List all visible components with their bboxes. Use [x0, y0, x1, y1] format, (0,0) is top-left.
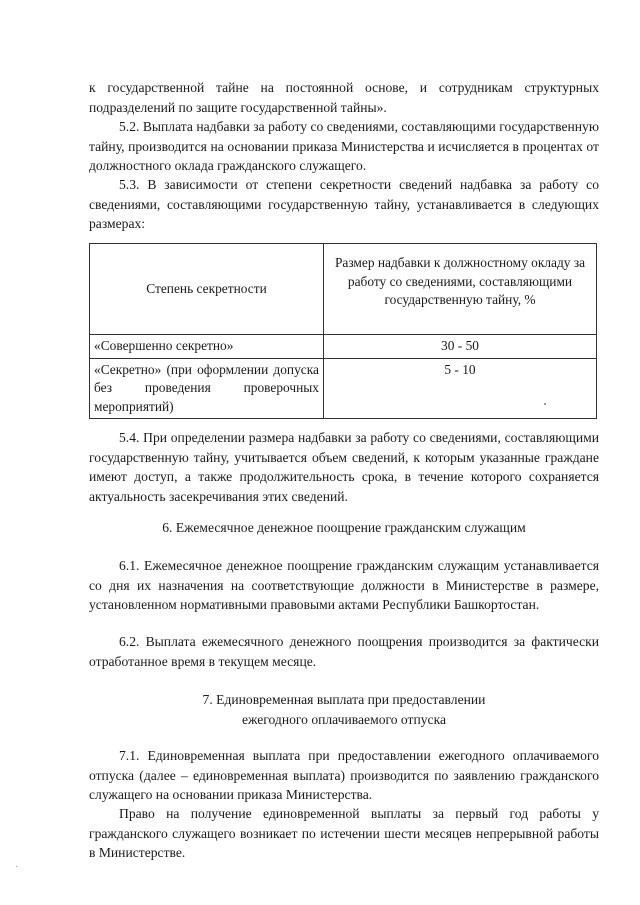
table-header-row [90, 244, 597, 335]
paragraph-5-4: 5.4. При определении размера надбавки за работу со сведениями, составляющими государственную тайну, учитывается объем сведений, к которым указанные граждане имеют доступ, а также продолжительность срока, в течение которого сохраняется актуальность засекречивания этих сведений. [89, 430, 599, 504]
paragraph-7-right: Право на получение единовременной выплаты за первый год работы у гражданского служащего возникает по истечении шести месяцев непрерывной работы в Министерстве. [89, 806, 599, 860]
table-cell-size: 30 - 50 [324, 335, 597, 359]
table-cell-level: «Секретно» (при оформлении допуска без проведения проверочных мероприятий) [90, 358, 324, 419]
paragraph-5-2: 5.2. Выплата надбавки за работу со сведениями, составляющими государственную тайну, производится на основании приказа Министерства и исчисляется в процентах от должностного оклада гражданского служащего. [89, 119, 599, 173]
scan-speck [544, 403, 546, 405]
paragraph-continuation: к государственной тайне на постоянной основе, и сотрудникам структурных подразделений по защите государственной тайны». [89, 80, 599, 115]
table-header-bonus-size: Размер надбавки к должностному окладу за работу со сведениями, составляющими государственную тайну, % [324, 244, 597, 335]
scan-speck [16, 866, 17, 867]
table-row [90, 358, 597, 419]
table-row [90, 335, 597, 359]
table-header-secrecy-level: Степень секретности [90, 244, 324, 335]
table-cell-size: 5 - 10 [324, 358, 597, 419]
secrecy-table [89, 243, 597, 419]
paragraph-7-1: 7.1. Единовременная выплата при предоставлении ежегодного оплачиваемого отпуска (далее – единовременная выплата) производится по заявлению гражданского служащего на основании приказа Министерства. [89, 748, 599, 802]
section-7-heading-line2: ежегодного оплачиваемого отпуска [241, 712, 447, 727]
paragraph-6-2: 6.2. Выплата ежемесячного денежного поощрения производится за фактически отработанное время в текущем месяце. [89, 634, 599, 669]
paragraph-5-3: 5.3. В зависимости от степени секретности сведений надбавка за работу со сведениями, составляющими государственную тайну, устанавливается в следующих размерах: [89, 177, 599, 231]
table-cell-level: «Совершенно секретно» [90, 335, 324, 359]
paragraph-6-1: 6.1. Ежемесячное денежное поощрение гражданским служащим устанавливается со дня их назначения на соответствующие должности в Министерстве в размере, установленном нормативными правовыми актами Республики Башкортостан. [89, 558, 599, 612]
section-6-heading: 6. Ежемесячное денежное поощрение гражданским служащим [162, 520, 526, 535]
section-7-heading-line1: 7. Единовременная выплата при предоставлении [202, 692, 486, 707]
